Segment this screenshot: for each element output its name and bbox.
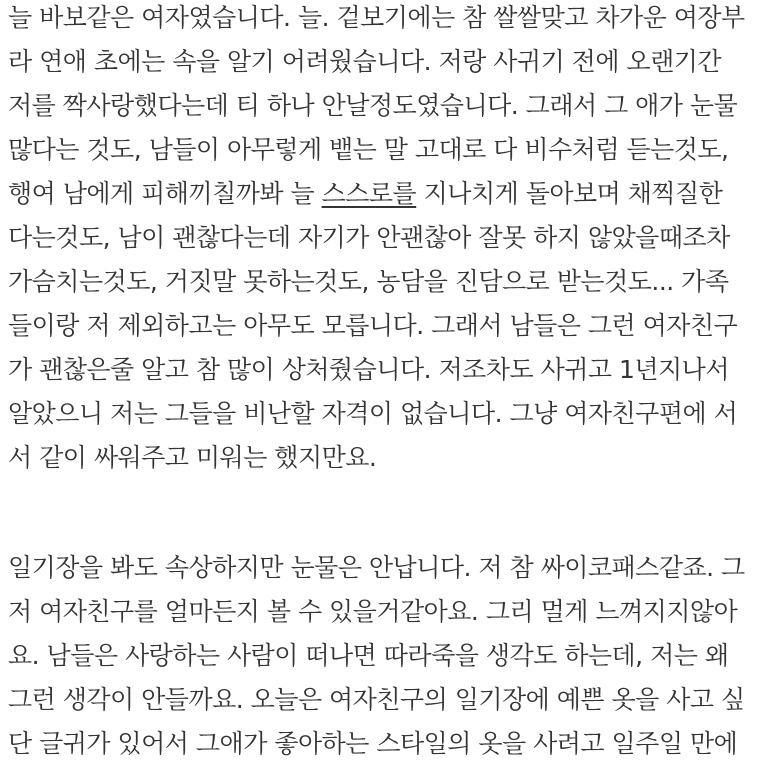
text-line: 들이랑 저 제외하고는 아무도 모릅니다. 그래서 남들은 그런 여자친구 <box>8 311 738 340</box>
text-line: 많다는 것도, 남들이 아무렇게 뱉는 말 고대로 다 비수처럼 듣는것도, <box>8 135 729 164</box>
text-line: 라 연애 초에는 속을 알기 어려웠습니다. 저랑 사귀기 전에 오랜기간 <box>8 47 722 76</box>
text-line: 저를 짝사랑했다는데 티 하나 안날정도였습니다. 그래서 그 애가 눈물 <box>8 91 738 120</box>
text-segment: 행여 남에게 피해끼칠까봐 늘 <box>8 179 322 208</box>
text-line: 가 괜찮은줄 알고 참 많이 상처줬습니다. 저조차도 사귀고 1년지나서 <box>8 355 729 384</box>
text-line: 요. 남들은 사랑하는 사람이 떠나면 따라죽을 생각도 하는데, 저는 왜 <box>8 641 729 670</box>
text-line: 늘 바보같은 여자였습니다. 늘. 겉보기에는 참 쌀쌀맞고 차가운 여장부 <box>8 3 745 32</box>
text-line: 일기장을 봐도 속상하지만 눈물은 안납니다. 저 참 싸이코패스같죠. 그 <box>8 553 745 582</box>
text-line: 서 같이 싸워주고 미워는 했지만요. <box>8 443 377 472</box>
underlined-word: 스스로를 <box>321 179 417 208</box>
text-line: 알았으니 저는 그들을 비난할 자격이 없습니다. 그냥 여자친구편에 서 <box>8 399 738 428</box>
text-line: 다는것도, 남이 괜찮다는데 자기가 안괜찮아 잘못 하지 않았을때조차 <box>8 223 730 252</box>
text-line: 저 여자친구를 얼마든지 볼 수 있을거같아요. 그리 멀게 느껴지지않아 <box>8 597 738 626</box>
text-line: 단 글귀가 있어서 그애가 좋아하는 스타일의 옷을 사려고 일주일 만에 <box>8 729 738 758</box>
text-segment: 지나치게 돌아보며 채찍질한 <box>416 179 723 208</box>
text-line: 그런 생각이 안들까요. 오늘은 여자친구의 일기장에 예쁜 옷을 사고 싶 <box>8 685 745 714</box>
text-line: 가슴치는것도, 거짓말 못하는것도, 농담을 진담으로 받는것도... 가족 <box>8 267 729 296</box>
